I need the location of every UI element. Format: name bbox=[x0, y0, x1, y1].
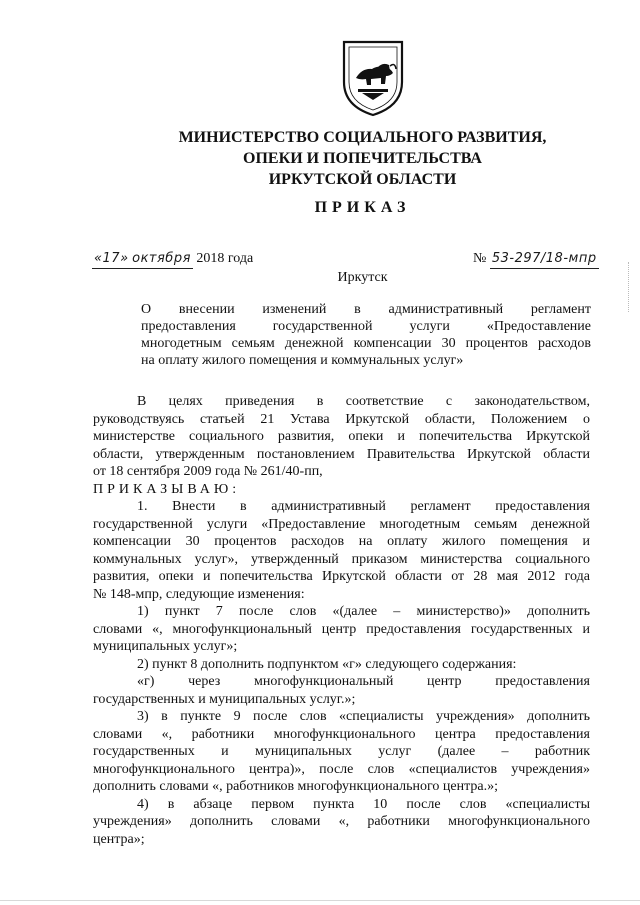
subitem-3-line: государственных и муниципальных услуг (далее – работник bbox=[93, 744, 590, 759]
paragraph-1-line: № 148-мпр, следующие изменения: bbox=[93, 586, 305, 602]
subitem-1-line: словами «, многофункциональный центр предоставления государственных и bbox=[93, 621, 590, 637]
city-name: Иркутск bbox=[337, 270, 388, 285]
order-number bbox=[473, 251, 599, 269]
preamble-line: от 18 сентября 2009 года № 261/40-пп, bbox=[93, 464, 323, 479]
preamble-line: области, утвержденным постановлением Правительства Иркутской области bbox=[93, 446, 590, 462]
subitem-3-line: словами «, работники многофункционального центра предоставления bbox=[93, 726, 590, 742]
subject-line: предоставления государственной услуги «Предоставление bbox=[141, 319, 591, 334]
subitem-1-line: 1) пункт 7 после слов «(далее – министерство)» дополнить bbox=[137, 604, 590, 619]
date-quote-close: » bbox=[120, 251, 129, 266]
ministry-name bbox=[0, 127, 640, 190]
ministry-line: ИРКУТСКОЙ ОБЛАСТИ bbox=[268, 171, 457, 188]
order-word: ПРИКАЗЫВАЮ: bbox=[93, 481, 241, 497]
scan-margin-mark bbox=[628, 262, 630, 312]
subitem-3-line: 3) в пункте 9 после слов «специалисты учреждения» дополнить bbox=[137, 709, 590, 724]
paragraph-1-line: государственной услуги «Предоставление многодетным семьям денежной bbox=[93, 516, 590, 532]
document-type-title: ПРИКАЗ bbox=[314, 199, 411, 216]
subitem-3-line: дополнить словами «, работников многофункционального центра.»; bbox=[93, 779, 498, 794]
subitem-4-line: центра»; bbox=[93, 831, 145, 847]
subitem-2-line: «г) через многофункциональный центр предоставления bbox=[137, 674, 590, 689]
handwritten-day: 17 bbox=[102, 251, 121, 266]
date-quote-open: « bbox=[94, 251, 103, 266]
order-subject bbox=[141, 301, 591, 369]
scan-bottom-edge bbox=[0, 900, 640, 901]
subject-line: О внесении изменений в административный регламент bbox=[141, 302, 591, 317]
subitem-4-line: учреждения» дополнить словами «, работники многофункционального bbox=[93, 814, 590, 829]
ministry-line: МИНИСТЕРСТВО СОЦИАЛЬНОГО РАЗВИТИЯ, bbox=[178, 129, 547, 146]
preamble-line: министерстве социального развития, опеки и попечительства Иркутской bbox=[93, 429, 590, 444]
subitem-2-line: 2) пункт 8 дополнить подпунктом «г» следующего содержания: bbox=[137, 656, 517, 672]
order-date bbox=[92, 251, 253, 269]
coat-of-arms-icon bbox=[338, 38, 408, 118]
subitem-3-line: многофункционального центра)», после слов «специалистов учреждения» bbox=[93, 761, 590, 777]
paragraph-1-line: компенсации 30 процентов расходов на оплату жилого помещения и bbox=[93, 534, 590, 549]
order-body bbox=[93, 393, 590, 848]
date-year: 2018 года bbox=[196, 251, 254, 266]
subitem-4-line: 4) в абзаце первом пункта 10 после слов «специалисты bbox=[137, 796, 590, 812]
handwritten-number: 53-297/18-мпр bbox=[491, 251, 597, 266]
subitem-1-line: муниципальных услуг»; bbox=[93, 639, 238, 654]
subitem-2-line: государственных и муниципальных услуг.»; bbox=[93, 691, 356, 707]
handwritten-month: октября bbox=[132, 251, 191, 266]
paragraph-1-line: 1. Внести в административный регламент предоставления bbox=[137, 499, 590, 514]
paragraph-1-line: коммунальных услуг», утвержденный приказом министерства социального bbox=[93, 551, 590, 567]
subject-line: на оплату жилого помещения и коммунальных услуг» bbox=[141, 353, 464, 368]
paragraph-1-line: развития, опеки и попечительства Иркутской области от 28 мая 2012 года bbox=[93, 569, 590, 584]
subject-line: многодетным семьям денежной компенсации 30 процентов расходов bbox=[141, 336, 591, 351]
preamble-line: руководствуясь статьей 21 Устава Иркутской области, Положением о bbox=[93, 411, 590, 427]
number-label: № bbox=[473, 251, 487, 266]
ministry-line: ОПЕКИ И ПОПЕЧИТЕЛЬСТВА bbox=[243, 150, 482, 167]
preamble-line: В целях приведения в соответствие с законодательством, bbox=[137, 394, 590, 409]
